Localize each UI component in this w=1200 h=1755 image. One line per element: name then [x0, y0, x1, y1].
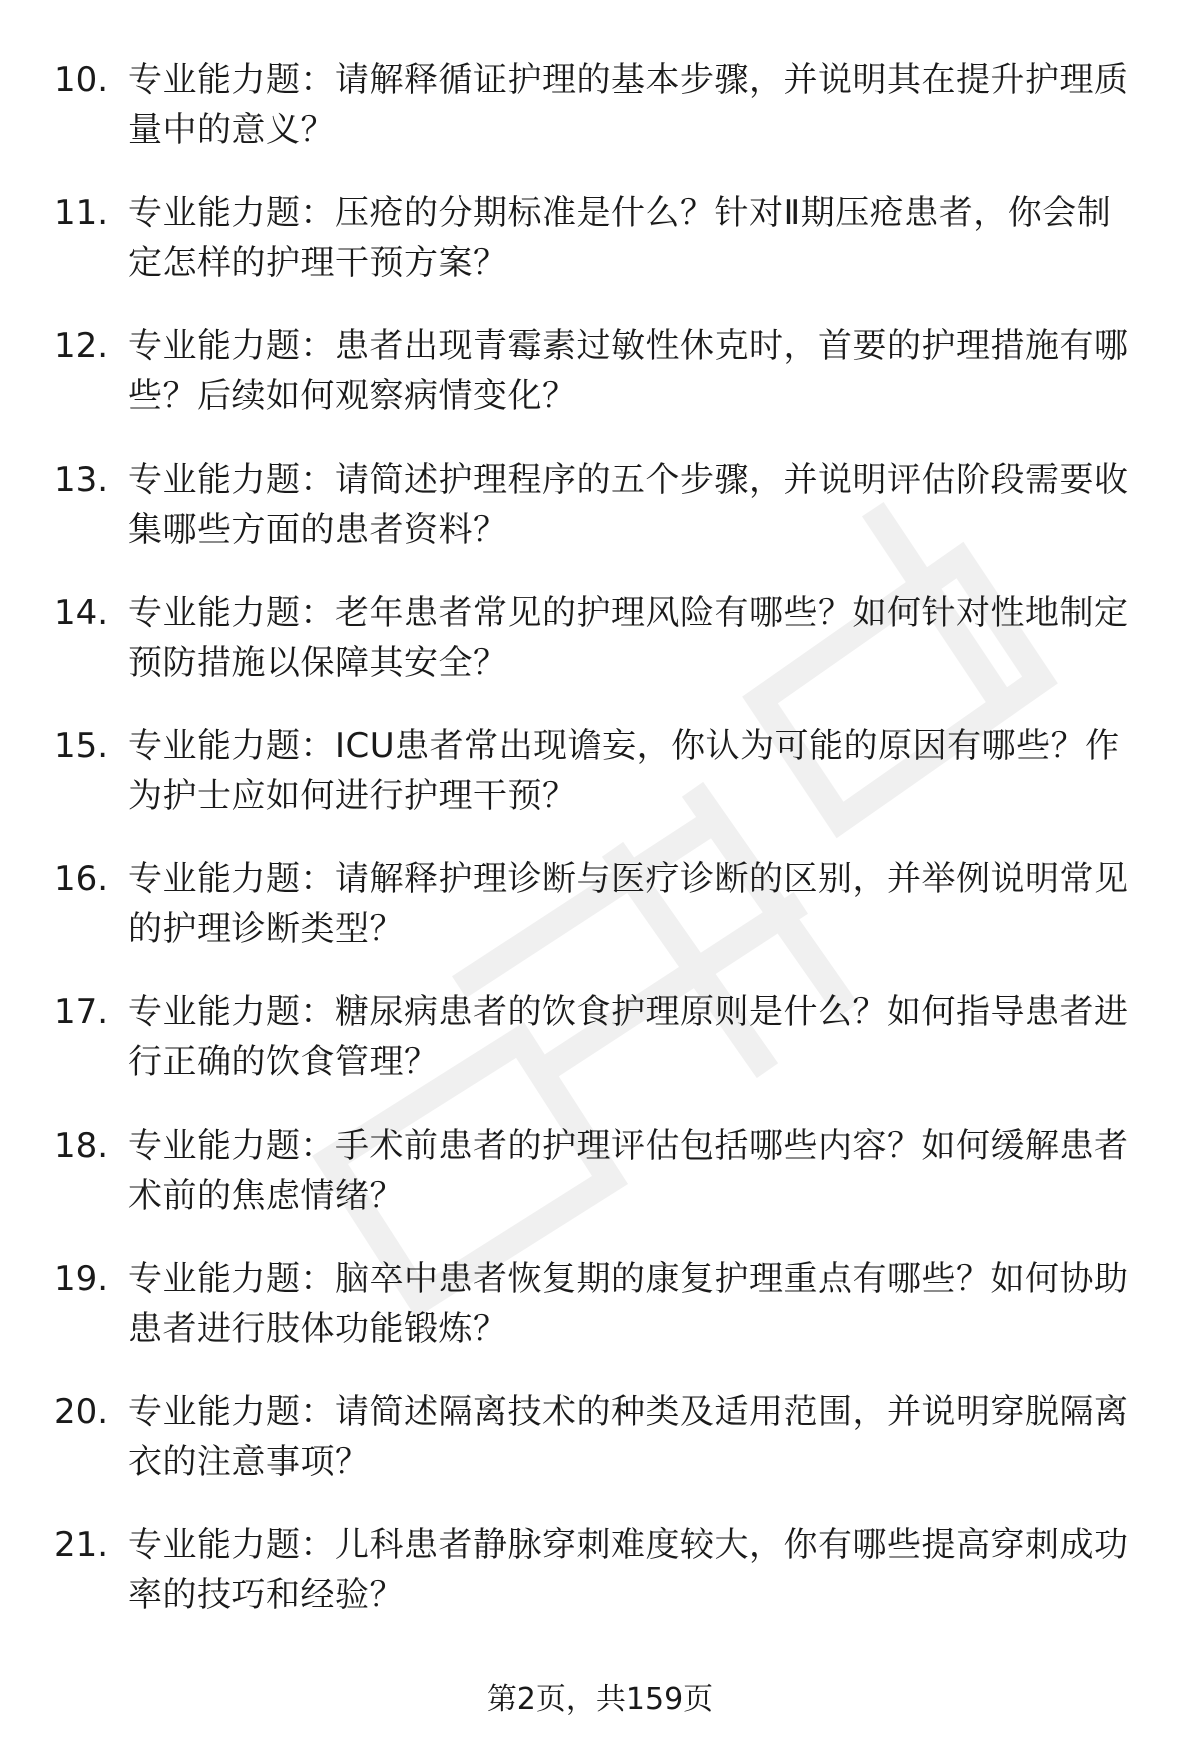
- question-number: 11.: [54, 193, 109, 234]
- list-item: [0, 188, 1200, 321]
- question-number: 16.: [54, 859, 109, 900]
- list-item: [0, 321, 1200, 454]
- question-number: 13.: [54, 459, 109, 500]
- question-number: 15.: [54, 725, 109, 766]
- question-text: 专业能力题：请解释循证护理的基本步骤，并说明其在提升护理质量中的意义？: [128, 60, 1129, 150]
- list-item: [0, 1121, 1200, 1254]
- list-item: [0, 55, 1200, 188]
- page-footer: 第2页，共159页: [486, 1682, 714, 1717]
- list-item: [0, 455, 1200, 588]
- question-number: 10.: [54, 60, 109, 100]
- list-item: [0, 1520, 1200, 1653]
- question-list: [0, 55, 1200, 1653]
- list-item: [0, 987, 1200, 1120]
- question-text: 专业能力题：脑卒中患者恢复期的康复护理重点有哪些？如何协助患者进行肢体功能锻炼？: [128, 1258, 1129, 1349]
- question-text: 专业能力题：糖尿病患者的饮食护理原则是什么？如何指导患者进行正确的饮食管理？: [128, 992, 1129, 1083]
- question-number: 14.: [54, 592, 109, 633]
- question-text: 专业能力题：患者出现青霉素过敏性休克时，首要的护理措施有哪些？后续如何观察病情变化？: [128, 326, 1129, 417]
- list-item: [0, 854, 1200, 987]
- question-text: 专业能力题：ICU患者常出现谵妄，你认为可能的原因有哪些？作为护士应如何进行护理干预？: [128, 725, 1120, 816]
- question-number: 12.: [54, 326, 109, 367]
- list-item: [0, 588, 1200, 721]
- question-number: 18.: [54, 1125, 109, 1166]
- question-text: 专业能力题：请简述护理程序的五个步骤，并说明评估阶段需要收集哪些方面的患者资料？: [128, 459, 1129, 550]
- question-text: 专业能力题：手术前患者的护理评估包括哪些内容？如何缓解患者术前的焦虑情绪？: [128, 1125, 1129, 1216]
- question-text: 专业能力题：儿科患者静脉穿刺难度较大，你有哪些提高穿刺成功率的技巧和经验？: [128, 1525, 1129, 1616]
- question-number: 21.: [54, 1525, 109, 1566]
- list-item: [0, 1254, 1200, 1387]
- question-text: 专业能力题：老年患者常见的护理风险有哪些？如何针对性地制定预防措施以保障其安全？: [128, 592, 1129, 683]
- question-text: 专业能力题：请简述隔离技术的种类及适用范围，并说明穿脱隔离衣的注意事项？: [128, 1391, 1129, 1482]
- question-number: 20.: [54, 1391, 109, 1432]
- list-item: [0, 721, 1200, 854]
- question-text: 专业能力题：压疮的分期标准是什么？针对Ⅱ期压疮患者，你会制定怎样的护理干预方案？: [128, 193, 1112, 284]
- question-text: 专业能力题：请解释护理诊断与医疗诊断的区别，并举例说明常见的护理诊断类型？: [128, 859, 1129, 950]
- list-item: [0, 1387, 1200, 1520]
- question-number: 17.: [54, 992, 109, 1033]
- question-number: 19.: [54, 1258, 109, 1299]
